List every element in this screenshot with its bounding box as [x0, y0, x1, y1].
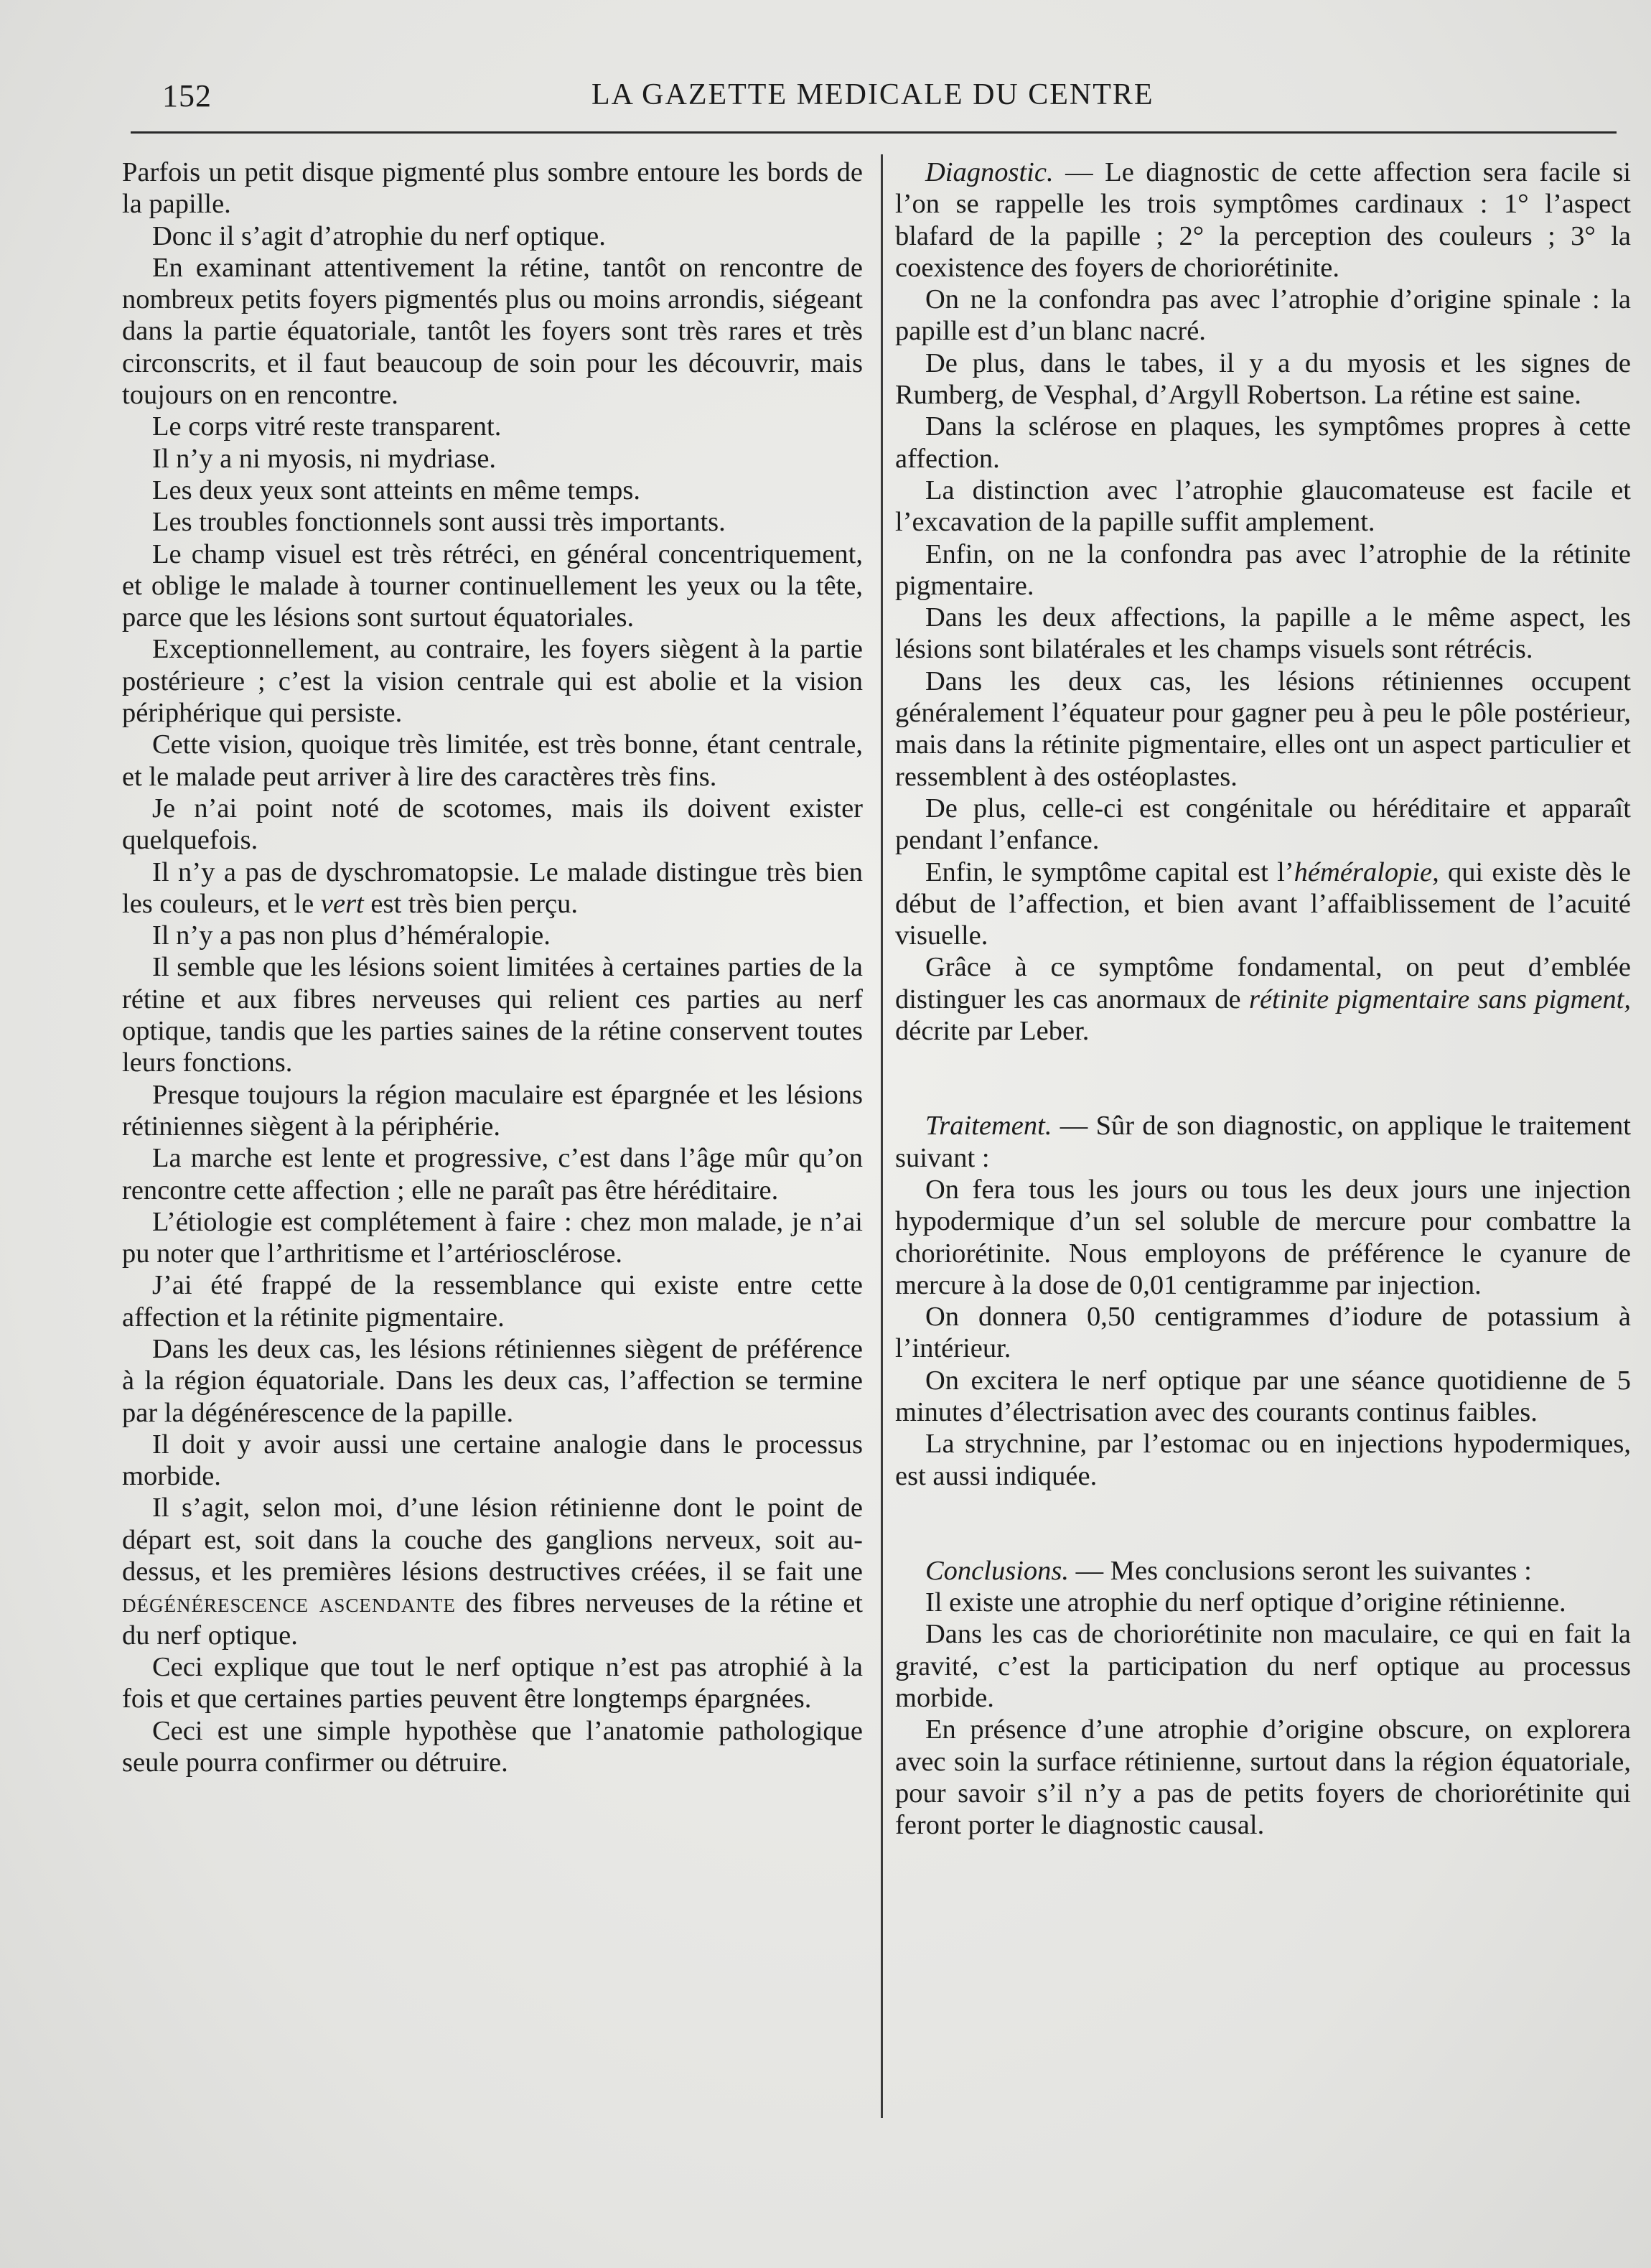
section-heading-diagnostic: Diagnostic.: [925, 157, 1054, 187]
paragraph: Le corps vitré reste transparent.: [152, 411, 502, 442]
paragraph: Enfin, on ne la confondra pas avec l’atrophie de la rétinite pigmentaire.: [895, 538, 1631, 601]
paragraph: Il doit y avoir aussi une certaine analogie dans le processus morbide.: [122, 1429, 863, 1492]
paragraph: En examinant attentivement la rétine, tantôt on rencontre de nombreux petits foyers pigmentés plus ou moins arrondis, siégeant dans la partie équatoriale, tantôt les foyers sont très rares et très circonscrits, et il faut beaucoup de soin pour les découvrir, mais toujours on en rencontre.: [122, 252, 863, 411]
paragraph: La distinction avec l’atrophie glaucomateuse est facile et l’excavation de la papille suffit amplement.: [895, 475, 1631, 538]
text-run: Il n’y a pas de dyschromatopsie. Le malade distingue très bien les couleurs, et le: [122, 857, 863, 919]
paragraph: Cette vision, quoique très limitée, est très bonne, étant centrale, et le malade peut arriver à lire des caractères très fins.: [122, 729, 863, 792]
traitement-paragraph: [895, 1110, 1631, 1174]
paragraph: Donc il s’agit d’atrophie du nerf optique.: [152, 220, 606, 251]
text-run: est très bien perçu.: [370, 888, 579, 919]
paragraph: J’ai été frappé de la ressemblance qui existe entre cette affection et la rétinite pigmentaire.: [122, 1270, 863, 1333]
paragraph: Parfois un petit disque pigmenté plus sombre entoure les bords de la papille.: [122, 157, 863, 220]
paragraph: Ceci est une simple hypothèse que l’anatomie pathologique seule pourra confirmer ou détruire.: [122, 1715, 863, 1778]
right-column: [895, 157, 1631, 1842]
text-run: Enfin, le symptôme capital est l’: [925, 857, 1294, 887]
paragraph: Exceptionnellement, au contraire, les foyers siègent à la partie postérieure ; c’est la vision centrale qui est abolie et la vision périphérique qui persiste.: [122, 634, 863, 729]
text-run: des fibres nerveuses de la rétine et du nerf optique.: [122, 1588, 864, 1651]
paragraph: Je n’ai point noté de scotomes, mais ils doivent exister quelquefois.: [122, 793, 863, 856]
text-run: Grâce à ce symptôme fondamental, on peut d’emblée distinguer les cas anormaux de: [895, 952, 1631, 1014]
section-gap: [895, 1492, 1631, 1555]
paragraph: On fera tous les jours ou tous les deux jours une injection hypodermique d’un sel soluble de mercure pour combattre la choriorétinite. Nous employons de préférence le cyanure de mercure à la dose de 0,01 centigramme par injection.: [895, 1174, 1631, 1300]
paragraph: Il semble que les lésions soient limitées à certaines parties de la rétine et aux fibres nerveuses qui relient ces parties au nerf optique, tandis que les parties saines de la rétine conservent toutes leurs fonctions.: [122, 952, 863, 1078]
paragraph: Il n’y a ni myosis, ni mydriase.: [152, 443, 497, 474]
paragraph: Dans les deux cas, les lésions rétiniennes occupent généralement l’équateur pour gagner peu à peu le pôle postérieur, mais dans la rétinite pigmentaire, elles ont un aspect particulier et ressemblent à des ostéoplastes.: [895, 666, 1631, 792]
section-heading-traitement: Traitement.: [925, 1111, 1052, 1142]
italic-term: rétinite pigmentaire sans pigment,: [1248, 984, 1631, 1014]
left-column: [122, 157, 863, 1778]
paragraph: La strychnine, par l’estomac ou en injections hypodermiques, est aussi indiquée.: [895, 1429, 1631, 1491]
paragraph: De plus, dans le tabes, il y a du myosis et les signes de Rumberg, de Vesphal, d’Argyll Robertson. La rétine est saine.: [895, 347, 1631, 411]
paragraph: Il n’y a pas non plus d’héméralopie.: [152, 920, 551, 951]
paragraph: De plus, celle-ci est congénitale ou héréditaire et apparaît pendant l’enfance.: [895, 793, 1631, 856]
diagnostic-paragraph: [895, 157, 1631, 284]
italic-word: vert: [320, 888, 364, 919]
paragraph: En présence d’une atrophie d’origine obscure, on explorera avec soin la surface rétinienne, surtout dans la région équatoriale, pour savoir s’il n’y a pas de petits foyers de choriorétinite qui feront porter le diagnostic causal.: [895, 1714, 1631, 1841]
paragraph: [895, 857, 1631, 952]
running-title: LA GAZETTE MEDICALE DU CENTRE: [591, 78, 1154, 111]
text-run: — Sûr de son diagnostic, on applique le traitement suivant :: [895, 1111, 1631, 1173]
paragraph: L’étiologie est complétement à faire : chez mon malade, je n’ai pu noter que l’arthritisme et l’artériosclérose.: [122, 1206, 863, 1269]
italic-term: héméralopie,: [1294, 857, 1439, 887]
paragraph: Les troubles fonctionnels sont aussi très importants.: [152, 507, 726, 538]
paragraph: Dans les deux affections, la papille a le même aspect, les lésions sont bilatérales et les champs visuels sont rétrécis.: [895, 602, 1631, 665]
paragraph: Presque toujours la région maculaire est épargnée et les lésions rétiniennes siègent à la périphérie.: [122, 1079, 863, 1142]
section-heading-conclusions: Conclusions.: [925, 1555, 1070, 1586]
small-caps-term: dégénérescence ascendante: [122, 1588, 456, 1619]
text-run: qui existe dès le début de l’affection, et bien avant l’affaiblissement de l’acuité visuelle.: [895, 857, 1632, 951]
section-gap: [895, 1047, 1631, 1110]
text-run: — Le diagnostic de cette affection sera facile si l’on se rappelle les trois symptômes cardinaux : 1° l’aspect blafard de la papille ; 2° la perception des couleurs ; 3° la coexistence des foyers de choriorétinite.: [895, 157, 1632, 283]
header-rule: [131, 131, 1617, 134]
page-header: [154, 78, 1614, 121]
text-run: décrite par Leber.: [895, 1016, 1090, 1047]
paragraph: Dans les cas de choriorétinite non maculaire, ce qui en fait la gravité, c’est la participation du nerf optique au processus morbide.: [895, 1619, 1631, 1714]
paragraph: Les deux yeux sont atteints en même temps.: [152, 475, 641, 505]
paragraph: On excitera le nerf optique par une séance quotidienne de 5 minutes d’électrisation avec des courants continus faibles.: [895, 1365, 1631, 1427]
paragraph: On donnera 0,50 centigrammes d’iodure de potassium à l’intérieur.: [895, 1302, 1631, 1364]
page-number: 152: [162, 78, 212, 113]
paragraph: Le champ visuel est très rétréci, en général concentriquement, et oblige le malade à tourner continuellement les yeux ou la tête, parce que les lésions sont surtout équatoriales.: [122, 538, 863, 633]
paragraph: [122, 1492, 863, 1651]
paragraph: La marche est lente et progressive, c’est dans l’âge mûr qu’on rencontre cette affection ; elle ne paraît pas être héréditaire.: [122, 1143, 863, 1205]
paragraph: On ne la confondra pas avec l’atrophie d’origine spinale : la papille est d’un blanc nacré.: [895, 284, 1631, 347]
conclusions-paragraph: [895, 1555, 1631, 1587]
paragraph: [895, 951, 1631, 1047]
paragraph: Dans la sclérose en plaques, les symptômes propres à cette affection.: [895, 411, 1631, 474]
column-divider: [881, 154, 883, 2118]
paragraph: [122, 857, 863, 920]
text-run: — Mes conclusions seront les suivantes :: [1075, 1555, 1532, 1586]
paragraph: Ceci explique que tout le nerf optique n’est pas atrophié à la fois et que certaines parties peuvent être longtemps épargnées.: [122, 1651, 863, 1714]
paragraph: Dans les deux cas, les lésions rétiniennes siègent de préférence à la région équatoriale. Dans les deux cas, l’affection se termine par la dégénérescence de la papille.: [122, 1333, 863, 1428]
paragraph: Il existe une atrophie du nerf optique d’origine rétinienne.: [925, 1587, 1566, 1618]
text-run: Il s’agit, selon moi, d’une lésion rétinienne dont le point de départ est, soit dans la couche des ganglions nerveux, soit au-dessus, et les premières lésions destructives créées, il se fait une: [122, 1493, 863, 1587]
